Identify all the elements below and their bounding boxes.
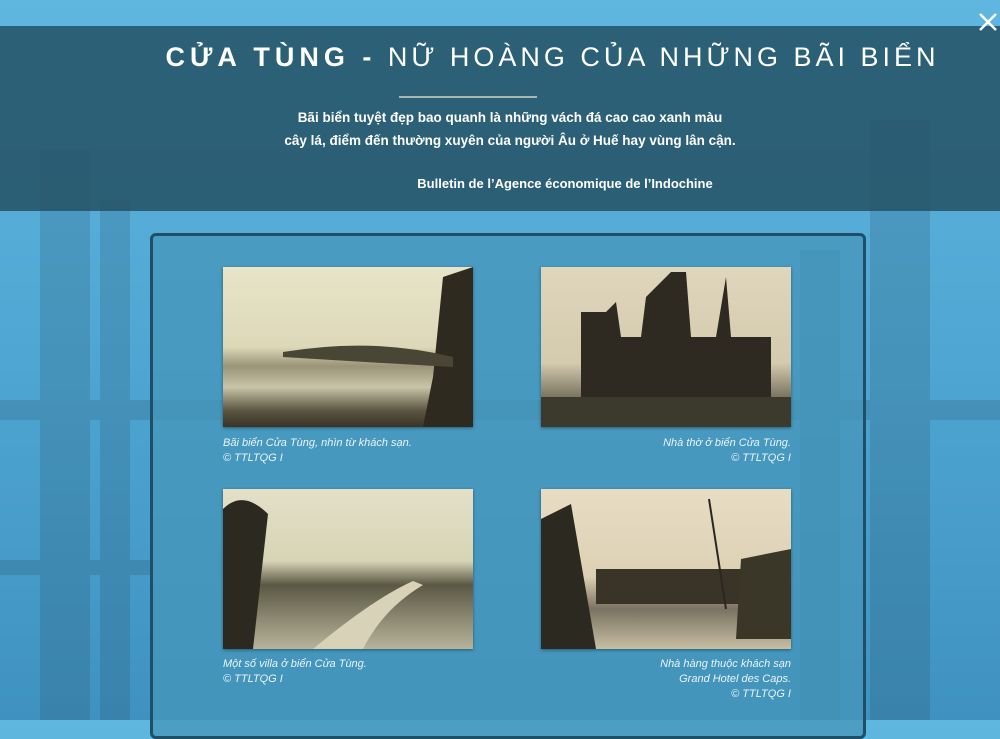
photo-caption: [531, 436, 791, 466]
caption-text: Grand Hotel des Caps.: [679, 673, 791, 685]
subtitle: [240, 106, 780, 152]
photo-church[interactable]: [541, 267, 791, 427]
caption-credit: © TTLTQG I: [223, 452, 283, 464]
photo-beach[interactable]: [223, 267, 473, 427]
caption-text: Một số villa ở biển Cửa Tùng.: [223, 658, 367, 670]
caption-credit: © TTLTQG I: [731, 688, 791, 700]
source-text: Bulletin de l’Agence économique de l’Indochine: [417, 176, 713, 191]
page-title: [0, 42, 1000, 73]
caption-text: Nhà thờ ở biển Cửa Tùng.: [663, 437, 791, 449]
caption-credit: © TTLTQG I: [731, 452, 791, 464]
caption-text: Nhà hàng thuộc khách sạn: [660, 658, 791, 670]
subtitle-line: Bãi biển tuyệt đẹp bao quanh là những vách đá cao cao xanh màu: [297, 110, 723, 125]
photo-restaurant[interactable]: [541, 489, 791, 649]
close-icon: [974, 8, 1000, 34]
close-button[interactable]: [974, 8, 1000, 34]
title-bold: CỬA TÙNG -: [165, 42, 377, 72]
photo-caption: [531, 657, 791, 702]
caption-credit: © TTLTQG I: [223, 673, 283, 685]
photo-villas[interactable]: [223, 489, 473, 649]
divider: [399, 96, 537, 98]
header-banner: [0, 26, 1000, 211]
photo-caption: [223, 436, 483, 466]
caption-text: Bãi biển Cửa Tùng, nhìn từ khách sạn.: [223, 437, 412, 449]
photo-caption: [223, 657, 483, 687]
subtitle-line: cây lá, điểm đến thường xuyên của người Âu ở Huế hay vùng lân cận.: [284, 133, 736, 148]
title-light: NỮ HOÀNG CỦA NHỮNG BÃI BIỂN: [387, 42, 940, 72]
